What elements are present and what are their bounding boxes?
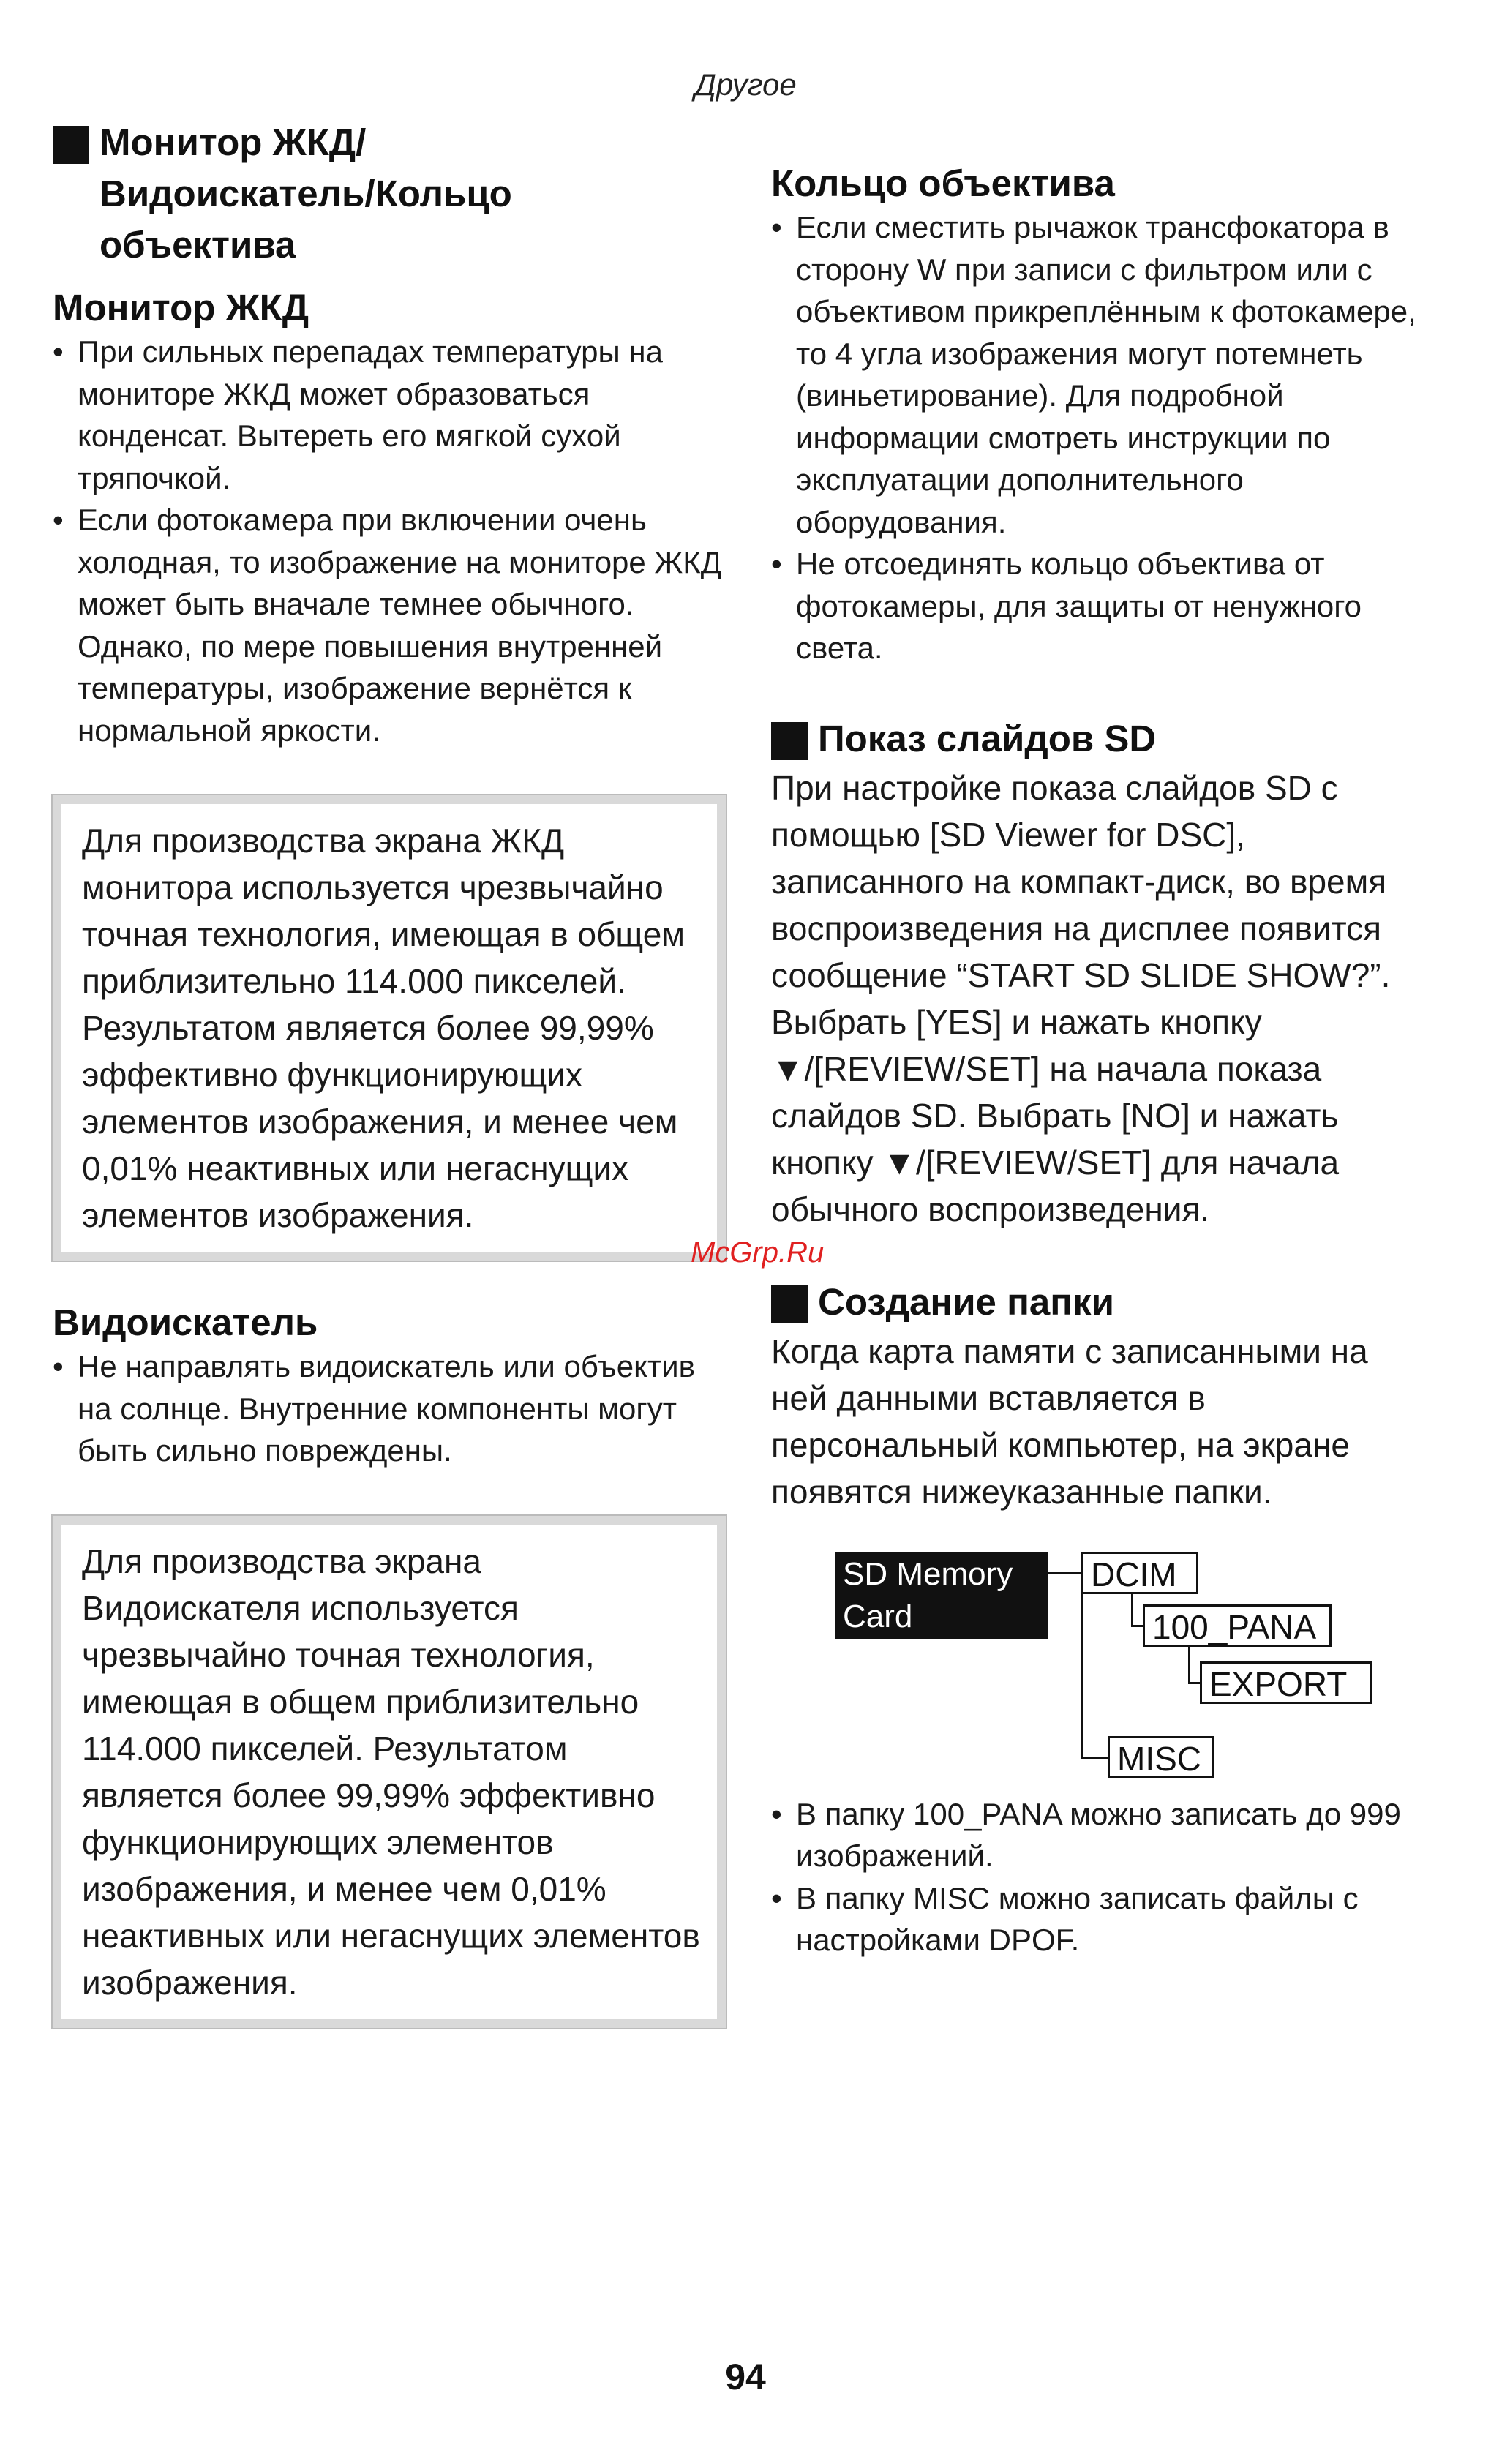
folders-bullet-list — [771, 1793, 1430, 1961]
tree-connector — [1081, 1572, 1083, 1758]
tree-connector — [1048, 1572, 1081, 1574]
folder-export: EXPORT — [1200, 1661, 1372, 1704]
list-item: • В папку MISC можно записать файлы с настройками DPOF. — [771, 1877, 1430, 1961]
tree-connector — [1131, 1594, 1133, 1626]
lcd-bullet-list — [53, 331, 726, 751]
list-item: • В папку 100_PANA можно записать до 999 изображений. — [771, 1793, 1430, 1877]
folder-dcim: DCIM — [1081, 1552, 1198, 1594]
slideshow-paragraph: При настройке показа слайдов SD с помощью [SD Viewer for DSC], записанного на компакт-диск, во время воспроизведения на дисплее появится сообщение “START SD SLIDE SHOW?”. Выбрать [YES] и нажать кнопку ▼/[REVIEW/SET] на начала показа слайдов SD. Выбрать [NO] и нажать кнопку ▼/[REVIEW/SET] для начала обычного воспроизведения. — [771, 768, 1391, 1228]
section-marker-icon — [53, 126, 89, 164]
folder-100-pana: 100_PANA — [1143, 1604, 1332, 1647]
card-label-line: Card — [843, 1598, 913, 1634]
heading-text: Показ слайдов SD — [818, 717, 1157, 759]
viewfinder-bullet-list — [53, 1345, 726, 1472]
section-heading-folders — [771, 1277, 1430, 1328]
list-item: • Если сместить рычажок трансфокатора в сторону W при записи с фильтром или с объективом прикреплённым к фотокамере, то 4 угла изображения могут потемнеть (виньетирование). Для подробной информации смотреть инструкции по эксплуатации дополнительного оборудования. — [771, 206, 1430, 543]
list-item: • Если фотокамера при включении очень холодная, то изображение на мониторе ЖКД может быть вначале темнее обычного. Однако, по мере повышения внутренней температуры, изображение вернётся к нормальной яркости. — [53, 499, 726, 751]
left-column — [53, 117, 726, 2028]
page-number: 94 — [725, 2356, 766, 2397]
section-marker-icon — [771, 1285, 808, 1323]
heading-text: Создание папки — [818, 1280, 1114, 1323]
section-marker-icon — [771, 722, 808, 760]
subheading-lcd: Монитор ЖКД — [53, 287, 309, 328]
lens-ring-bullet-list — [771, 206, 1430, 669]
subheading-viewfinder: Видоискатель — [53, 1302, 318, 1343]
sd-card-label — [835, 1552, 1048, 1639]
heading-line: Видоискатель/Кольцо — [99, 173, 512, 214]
tree-connector — [1081, 1757, 1108, 1759]
section-heading-monitor — [53, 117, 726, 271]
subheading-lens-ring: Кольцо объектива — [771, 162, 1115, 204]
heading-line: объектива — [99, 224, 296, 266]
card-label-line: SD Memory — [843, 1555, 1013, 1592]
running-head: Другое — [694, 67, 797, 102]
viewfinder-note-box: Для производства экрана Видоискателя используется чрезвычайно точная технология, имеющая в общем приблизительно 114.000 пикселей. Результатом является более 99,99% эффективно функционирующих элементов изображения, и менее чем 0,01% неактивных или негаснущих элементов изображения. — [53, 1516, 726, 2028]
list-item: • Не направлять видоискатель или объектив на солнце. Внутренние компоненты могут быть сильно повреждены. — [53, 1345, 726, 1472]
section-heading-slideshow — [771, 713, 1430, 765]
right-column — [771, 161, 1430, 1961]
lcd-note-box: Для производства экрана ЖКД монитора используется чрезвычайно точная технология, имеющая в общем приблизительно 114.000 пикселей. Результатом является более 99,99% эффективно функционирующих элементов изображения, и менее чем 0,01% неактивных или негаснущих элементов изображения. — [53, 795, 726, 1261]
list-item: • При сильных перепадах температуры на мониторе ЖКД может образоваться конденсат. Вытереть его мягкой сухой тряпочкой. — [53, 331, 726, 499]
folders-paragraph: Когда карта памяти с записанными на ней данными вставляется в персональный компьютер, на экране появятся нижеуказанные папки. — [771, 1331, 1368, 1511]
heading-line: Монитор ЖКД/ — [99, 121, 367, 163]
folder-tree-diagram — [771, 1552, 1430, 1778]
folder-misc: MISC — [1108, 1736, 1214, 1778]
list-item: • Не отсоединять кольцо объектива от фотокамеры, для защиты от ненужного света. — [771, 543, 1430, 669]
watermark: McGrp.Ru — [691, 1236, 825, 1269]
